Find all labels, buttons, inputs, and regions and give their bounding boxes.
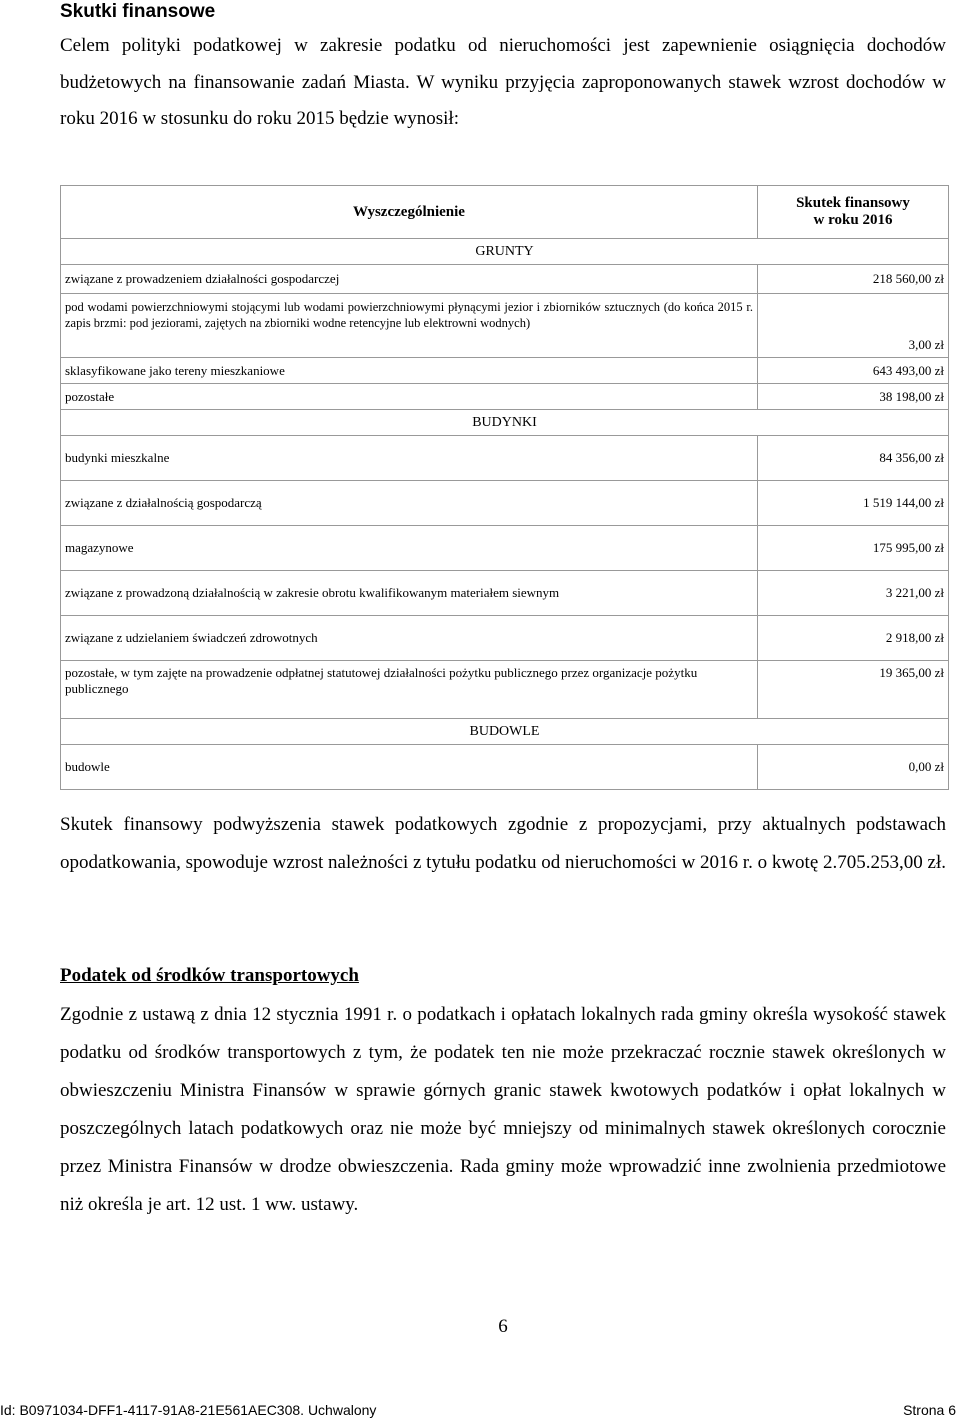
- table-row: [61, 526, 949, 571]
- row-description: pozostałe, w tym zajęte na prowadzenie odpłatnej statutowej działalności pożytku publicznego przez organizacje pożytku publicznego: [61, 661, 758, 719]
- table-row: [61, 745, 949, 790]
- footer-document-id: Id: B0971034-DFF1-4117-91A8-21E561AEC308. Uchwalony: [0, 1402, 377, 1418]
- row-value: 38 198,00 zł: [758, 384, 949, 410]
- row-description: pod wodami powierzchniowymi stojącymi lub wodami powierzchniowymi płynącymi jezior i zbiorników sztucznych (do końca 2015 r. zapis brzmi: pod jeziorami, zajętych na zbiorniki wodne retencyjne lub elektrowni wodnych): [61, 294, 758, 358]
- row-description: związane z udzielaniem świadczeń zdrowotnych: [61, 616, 758, 661]
- summary-paragraph: Skutek finansowy podwyższenia stawek podatkowych zgodnie z propozycjami, przy aktualnych podstawach opodatkowania, spowoduje wzrost należności z tytułu podatku od nieruchomości w 2016 r. o kwotę 2.705.253,00 zł.: [60, 814, 946, 873]
- table-row: [61, 571, 949, 616]
- section-heading-transport-tax: Podatek od środków transportowych: [60, 965, 359, 986]
- section-heading-financial-effects: Skutki finansowe: [60, 1, 216, 22]
- row-value: 218 560,00 zł: [758, 265, 949, 294]
- table-row: [61, 661, 949, 719]
- table-row: [61, 436, 949, 481]
- row-value: 19 365,00 zł: [758, 661, 949, 719]
- section-title: BUDYNKI: [61, 410, 949, 436]
- table-row: [61, 265, 949, 294]
- table-row: [61, 294, 949, 358]
- row-description: magazynowe: [61, 526, 758, 571]
- transport-tax-paragraph: Zgodnie z ustawą z dnia 12 stycznia 1991 r. o podatkach i opłatach lokalnych rada gminy określa wysokość stawek podatku od środków transportowych z tym, że podatek ten nie może przekraczać rocznie stawek określonych w obwieszczeniu Ministra Finansów w sprawie górnych granic stawek kwotowych podatków i opłat lokalnych w poszczególnych latach podatkowych oraz nie może być mniejszy od minimalnych stawek określonych corocznie przez Ministra Finansów w drodze obwieszczenia. Rada gminy może wprowadzić inne zwolnienia przedmiotowe niż określa je art. 12 ust. 1 ww. ustawy.: [60, 1004, 946, 1215]
- section-row-budowle: [61, 719, 949, 745]
- row-value: 0,00 zł: [758, 745, 949, 790]
- row-value: 3,00 zł: [758, 294, 949, 358]
- row-value: 643 493,00 zł: [758, 358, 949, 384]
- section-title: GRUNTY: [61, 239, 949, 265]
- row-value: 1 519 144,00 zł: [758, 481, 949, 526]
- section-row-grunty: [61, 239, 949, 265]
- table-row: [61, 616, 949, 661]
- row-description: budowle: [61, 745, 758, 790]
- table-row: [61, 481, 949, 526]
- row-description: pozostałe: [61, 384, 758, 410]
- row-description: związane z działalnością gospodarczą: [61, 481, 758, 526]
- row-value: 84 356,00 zł: [758, 436, 949, 481]
- row-description: budynki mieszkalne: [61, 436, 758, 481]
- row-description: sklasyfikowane jako tereny mieszkaniowe: [61, 358, 758, 384]
- header-description: Wyszczególnienie: [61, 186, 758, 239]
- table-row: [61, 384, 949, 410]
- header-value-line1: Skutek finansowy: [796, 195, 910, 211]
- row-value: 175 995,00 zł: [758, 526, 949, 571]
- section-row-budynki: [61, 410, 949, 436]
- row-description: związane z prowadzeniem działalności gospodarczej: [61, 265, 758, 294]
- row-value: 2 918,00 zł: [758, 616, 949, 661]
- header-value: [758, 186, 949, 239]
- section-title: BUDOWLE: [61, 719, 949, 745]
- row-description: związane z prowadzoną działalnością w zakresie obrotu kwalifikowanym materiałem siewnym: [61, 571, 758, 616]
- table-row: [61, 358, 949, 384]
- intro-paragraph: Celem polityki podatkowej w zakresie podatku od nieruchomości jest zapewnienie osiągnięcia dochodów budżetowych na finansowanie zadań Miasta. W wyniku przyjęcia zaproponowanych stawek wzrost dochodów w roku 2016 w stosunku do roku 2015 będzie wynosił:: [60, 35, 946, 129]
- row-value: 3 221,00 zł: [758, 571, 949, 616]
- header-value-line2: w roku 2016: [813, 212, 893, 228]
- financial-effects-table: [60, 185, 949, 790]
- footer-page-label: Strona 6: [903, 1402, 956, 1418]
- page-number: 6: [498, 1316, 508, 1337]
